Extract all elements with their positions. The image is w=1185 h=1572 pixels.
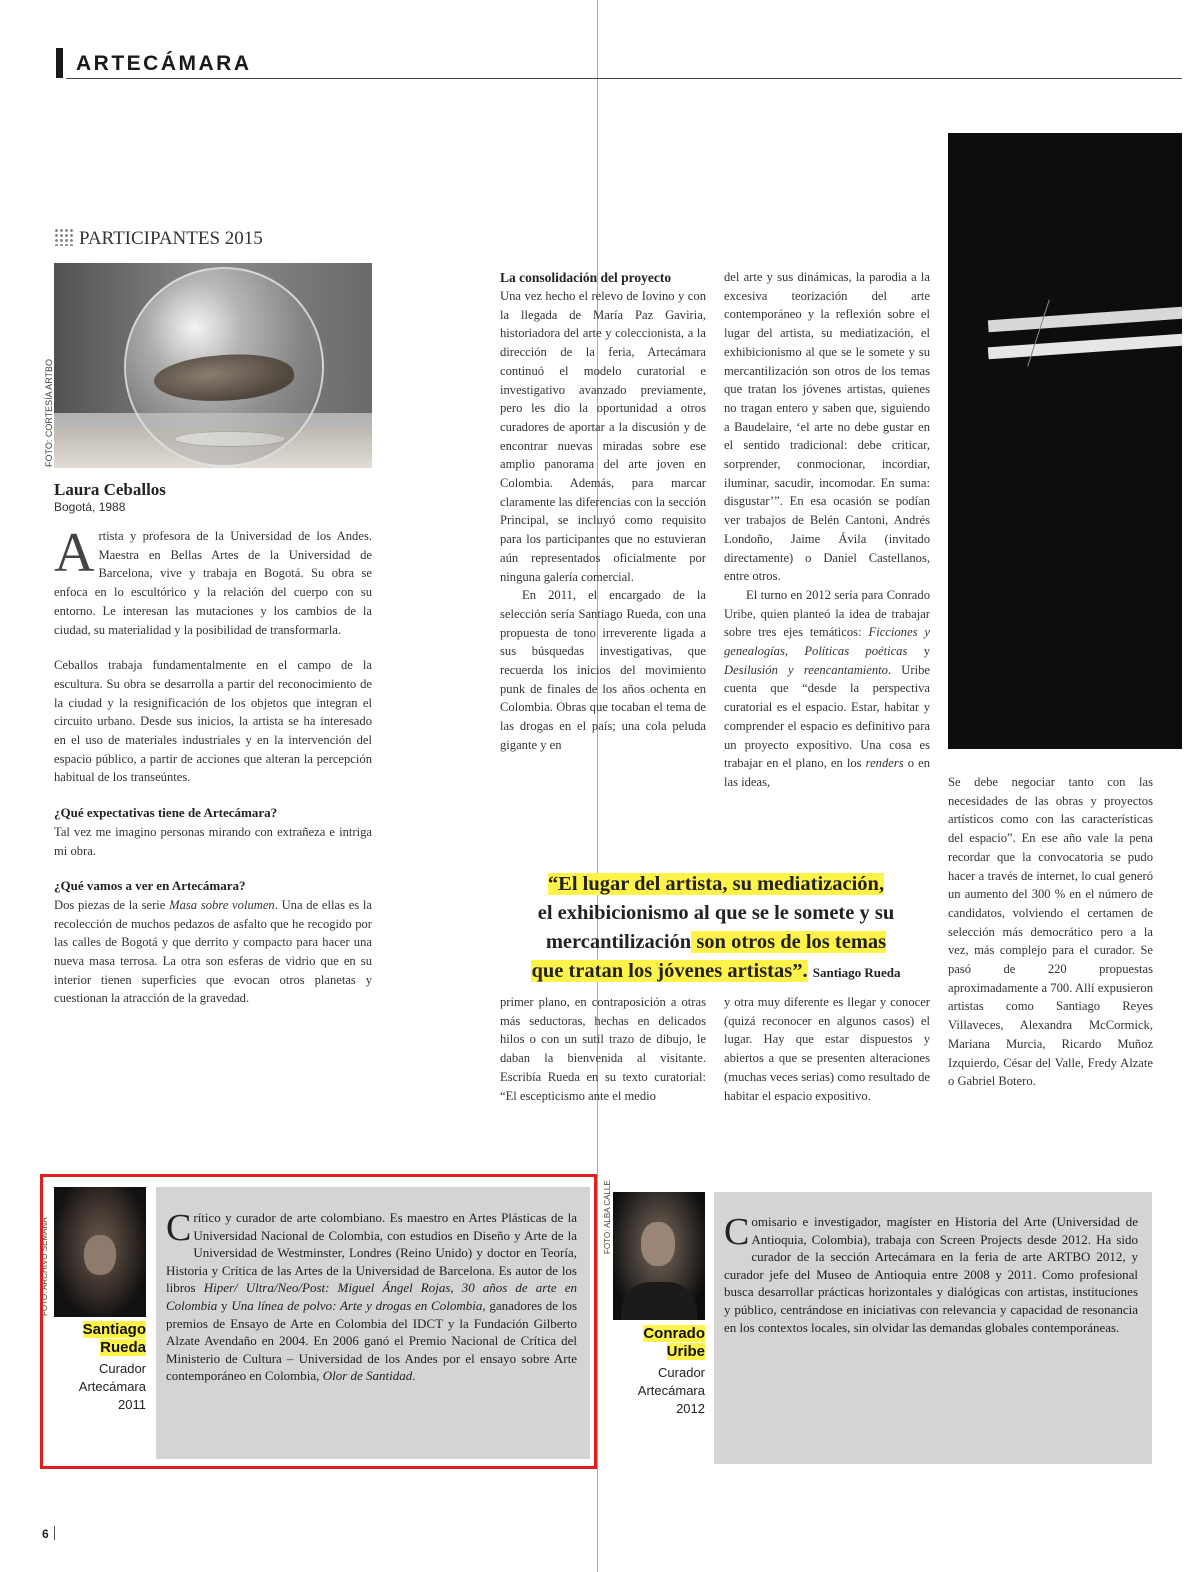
participants-heading <box>54 228 263 250</box>
quote-line: son otros de los temas <box>691 931 887 953</box>
highlight-outline <box>40 1174 597 1469</box>
artist-origin: Bogotá, 1988 <box>54 500 126 514</box>
page-fold-line <box>597 0 598 1572</box>
header-rule <box>66 78 1182 79</box>
article-paragraph: Una vez hecho el relevo de Iovino y con la llegada de María Paz Gaviria, historiadora del arte y coleccionista, a la dirección de la feria, Artecámara continuó el modelo curatorial e investigativo avanzado previamente, pero les dio la oportunidad a otros curadores de aportar a la discusión y de encontrar nuevas miradas sobre ese amplio panorama del arte joven en Colombia. Además, para marcar claramente las diferencias con la sección Principal, se incluyó como requisito para los participantes que no estuvieran aún representados oficialmente por ninguna galería comercial. <box>500 289 706 584</box>
article-column-1 <box>500 268 706 755</box>
article-column-2 <box>724 268 930 792</box>
quote-line: “El lugar del artista, su mediatización, <box>547 873 885 895</box>
drop-cap: C <box>166 1207 192 1249</box>
answer-expectations: Tal vez me imagino personas mirando con extrañeza e intriga mi obra. <box>54 824 372 858</box>
artist-bio-column <box>54 522 372 1008</box>
photo-credit: FOTO: ALBA CALLE <box>603 1180 612 1254</box>
article-paragraph: y otra muy diferente es llegar y conocer (quizá reconocer en algunos casos) el lugar. Hay que estar dispuestos y abiertos a que se presenten alteraciones (muchas veces serias) como resultado de habitar el espacio expositivo. <box>724 995 930 1103</box>
page-number-rule <box>54 1526 55 1540</box>
article-column-3 <box>948 773 1153 1091</box>
curator-name: Conrado Uribe <box>643 1325 705 1360</box>
article-column-2-continued <box>724 993 930 1105</box>
artist-name: Laura Ceballos <box>54 480 166 499</box>
page-number: 6 <box>42 1527 49 1541</box>
curator-bio-text: Comisario e investigador, magíster en Historia del Arte (Universidad de Antioquia, Colombia), trabaja con Screen Projects desde 2012. Ha sido curador de la sección Artecámara en la feria de arte ARTBO 2012, y curador jefe del Museo de Antioquia entre 2008 y 2011. Como profesional busca desarrollar prácticas horizontales y dialógicas con artistas, instituciones y público, centrándose en iniciativas con relevancia y capacidad de resonancia en los contextos locales, sin olvidar las demandas globales contemporáneas. <box>724 1211 1138 1335</box>
photo-credit: FOTO: ARCHIVO SEMANA <box>40 1217 49 1316</box>
answer-what-to-see: Dos piezas de la serie Masa sobre volumen. Una de ellas es la recolección de muchos pedazos de asfalto que he recogido por las calles de Bogotá y que derrito y compacto para hacer una nueva masa terrosa. La otra son esferas de vidrio que en su interior tienen superficies que evocan otros planetas y cuestionan la atracción de la gravedad. <box>54 897 372 1006</box>
pull-quote <box>502 870 930 987</box>
curator-role: Curador Artecámara 2012 <box>637 1365 705 1416</box>
artist-bio-p2: Ceballos trabaja fundamentalmente en el campo de la escultura. Su obra se desarrolla a partir del reconocimiento de la ciudad y la resignificación de los objetos que integran el circuito urbano. Desde sus inicios, la artista se ha interesado en el uso de materiales industriales y en la intervención del espacio público, a partir de acciones que alteran la percepción habitual de los transeúntes. <box>54 658 372 785</box>
curator-name: Santiago Rueda <box>82 1321 146 1356</box>
drop-cap: C <box>724 1211 750 1253</box>
participants-heading-text: PARTICIPANTES 2015 <box>79 228 263 249</box>
article-paragraph: primer plano, en contraposición a otras más seductoras, hechas en delicados hilos o con un sutil trazo de dibujo, le daban la bienvenida al visitante. Escribía Rueda en su texto curatorial: “El escepticismo ante el medio <box>500 995 706 1103</box>
header-bar-mark <box>56 48 63 78</box>
artist-bio-paragraph <box>54 522 372 639</box>
dot-grid-icon <box>54 228 74 246</box>
photo-credit: FOTO: CORTESÍA ARTBO <box>44 358 54 467</box>
artwork-photo-sphere <box>54 263 372 468</box>
article-paragraph: Se debe negociar tanto con las necesidades de las obras y proyectos artísticos como con las características del espacio”. En ese año vale la pena recordar que la convocatoria se pudo hacer a través de internet, lo cual generó un aumento del 300 % en el número de candidatos, volviendo el certamen de selección más democrático pero a la vez, más complejo para el curador. Se pasó de 220 propuestas aproximadamente a 700. Allí expusieron artistas como Santiago Reyes Villaveces, Alexandra McCormick, Mariana Murcia, Ricardo Muñoz Izquierdo, César del Valle, Fredy Alzate o Gabriel Botero. <box>948 775 1153 1089</box>
article-column-1-continued <box>500 993 706 1105</box>
drop-cap: A <box>54 522 95 584</box>
curator-role: Curador Artecámara 2011 <box>78 1361 146 1412</box>
quote-line: mercantilización <box>545 931 692 953</box>
artwork-photo-dark <box>948 133 1182 749</box>
quote-line: que tratan los jóvenes artistas”. <box>531 960 808 982</box>
quote-attribution: Santiago Rueda <box>812 965 901 980</box>
question-expectations: ¿Qué expectativas tiene de Artecámara? <box>54 805 278 821</box>
curator-bio-text: Crítico y curador de arte colombiano. Es maestro en Artes Plásticas de la Universidad Nacional de Colombia, con estudios en Diseño y Arte de la Universidad de Westminster, Londres (Reino Unido) y doctor en Teoría, Historia y Crítica de las Artes de la Universidad de Barcelona. Es autor de los libros Hiper/ Ultra/Neo/Post: Miguel Ángel Rojas, 30 años de arte en Colombia y Una línea de polvo: Arte y drogas en Colombia, ganadores de los premios de Ensayo de Arte en Colombia del IDCT y la Fundación Gilberto Alzate Avendaño en 2004. En 2006 ganó el Premio Nacional de Crítica del Ministerio de Cultura – Universidad de los Andes por el ensayo sobre Arte contemporáneo en Colombia, Olor de Santidad. <box>166 1207 578 1384</box>
article-paragraph: del arte y sus dinámicas, la parodia a la excesiva teorización del arte contemporáneo y la reflexión sobre el lugar del artista, su mediatización, el exhibicionismo al que se le somete y su mercantilización son otros de los temas que tratan los jóvenes artistas, quienes no tragan entero y saben que, siguiendo a Baudelaire, ‘el arte no debe gustar en el sentido tradicional: debe criticar, sorprender, conmocionar, incordiar, iluminar, sacudir, incomodar. En suma: disgustar’”. En esa ocasión se podían ver trabajos de Belén Cantoni, Andrés Londoño, Jaime Ávila (invitado directamente) o Daniel Castellanos, entre otros. <box>724 270 930 584</box>
article-paragraph: En 2011, el encargado de la selección sería Santiago Rueda, con una propuesta de tono irreverente ligada a sus búsquedas investigativas, que recuerda los inicios del movimiento punk de finales de los años ochenta en Colombia. Obras que tocaban el tema de las drogas en el país; una cola peluda gigante y en <box>500 588 706 752</box>
question-what-to-see: ¿Qué vamos a ver en Artecámara? <box>54 878 246 894</box>
section-title: ARTECÁMARA <box>76 52 252 75</box>
article-paragraph: El turno en 2012 sería para Conrado Uribe, quien planteó la idea de trabajar sobre tres ejes temáticos: Ficciones y genealogías, Políticas poéticas y Desilusión y reencantamiento. Uribe cuenta que “desde la perspectiva curatorial es el espacio. Estar, habitar y comprender el espacio es definitivo para un proyecto expositivo. Una cosa es trabajar en el plano, en los renders o en las ideas, <box>724 587 931 789</box>
artist-bio-p1: rtista y profesora de la Universidad de los Andes. Maestra en Bellas Artes de la Universidad de Barcelona, vive y trabaja en Bogotá. Su obra se enfoca en lo escultórico y la relación del cuerpo con su entorno. Le interesan las mutaciones y los cambios de la ciudad, su materialidad y la posibilidad de transformarla. <box>54 529 372 637</box>
quote-line: el exhibicionismo al que se le somete y su <box>537 902 895 924</box>
curator-photo-conrado-uribe <box>613 1192 705 1320</box>
article-subheading: La consolidación del proyecto <box>500 270 672 285</box>
